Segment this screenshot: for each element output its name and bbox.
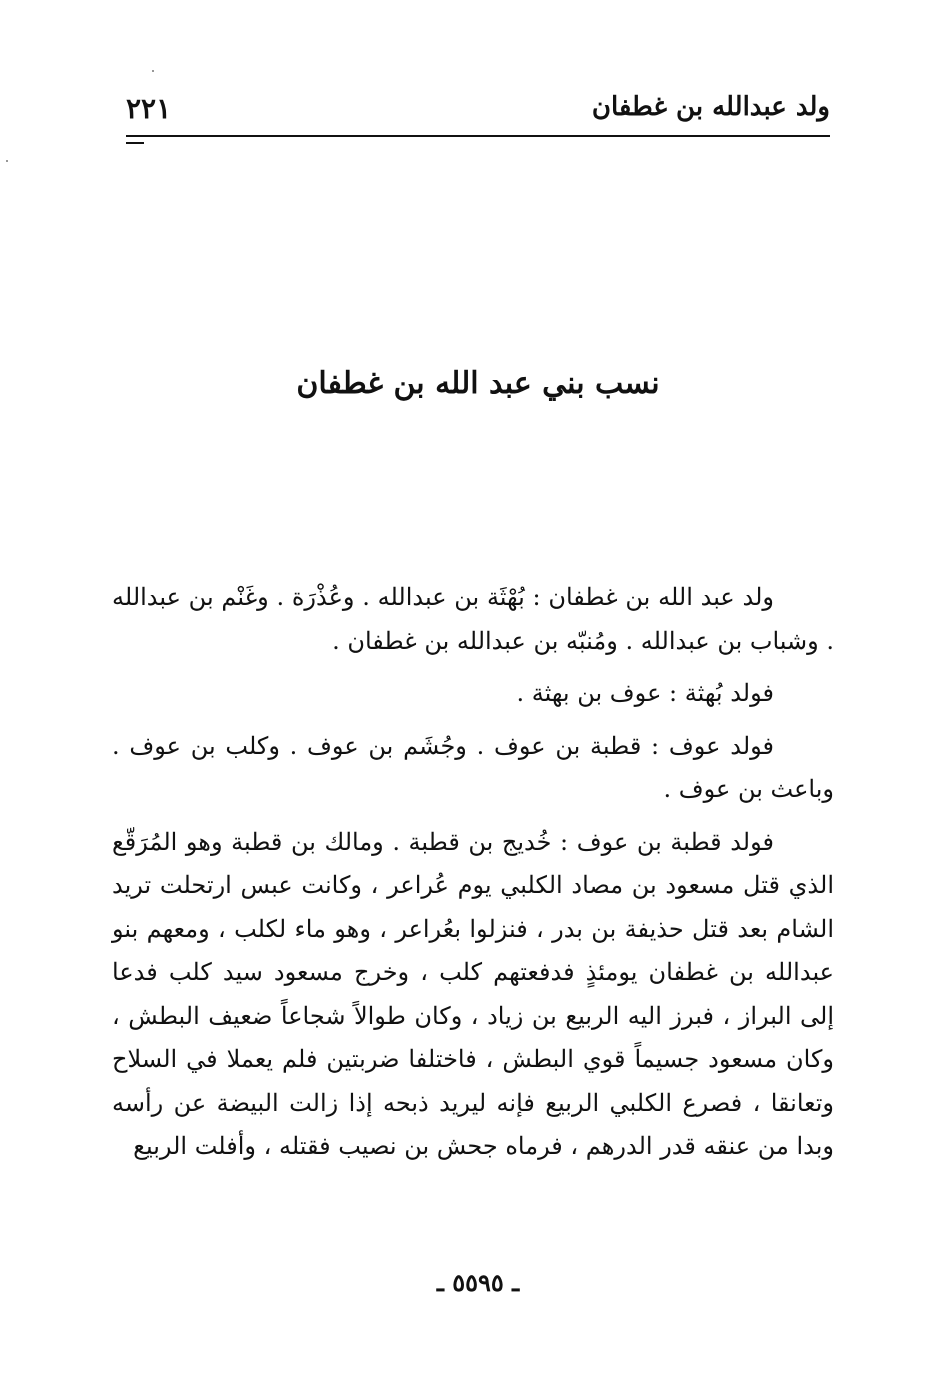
scan-speck bbox=[6, 160, 8, 162]
running-header bbox=[126, 92, 830, 132]
scan-speck bbox=[152, 70, 154, 72]
header-rule-tick bbox=[126, 142, 144, 144]
body-text bbox=[112, 576, 834, 1178]
page-number: ٢٢١ bbox=[126, 92, 172, 125]
header-rule bbox=[126, 135, 830, 137]
running-header-title: ولد عبدالله بن غطفان bbox=[591, 92, 830, 122]
paragraph-3: فولد عوف : قطبة بن عوف . وجُشَم بن عوف . وكلب بن عوف . وباعث بن عوف . bbox=[112, 731, 834, 803]
paragraph-2: فولد بُهثة : عوف بن بهثة . bbox=[516, 679, 774, 707]
paragraph-4: فولد قطبة بن عوف : خُديج بن قطبة . ومالك بن قطبة وهو المُرَقّع الذي قتل مسعود بن مصاد الكلبي يوم عُراعر ، وكانت عبس ارتحلت تريد الشام بعد قتل حذيفة بن بدر ، فنزلوا بعُراعر ، وهو ماء لكلب ، ومعهم بنو عبدالله بن غطفان يومئذٍ فدفعتهم كلب ، وخرج مسعود سيد كلب فدعا إلى البراز ، فبرز اليه الربيع بن زياد ، وكان طوالاً شجاعاً ضعيف البطش ، وكان مسعود جسيماً قوي البطش ، فاختلفا ضربتين فلم يعملا في السلاح وتعانقا ، فصرع الكلبي الربيع فإنه ليريد ذبحه إذا زالت البيضة عن رأسه وبدا من عنقه قدر الدرهم ، فرماه جحش بن نصيب فقتله ، وأفلت الربيع bbox=[112, 827, 834, 1160]
folio-number: ـ ٥٥٩٥ ـ bbox=[436, 1268, 520, 1297]
section-title: نسب بني عبد الله بن غطفان bbox=[296, 366, 660, 401]
paragraph-1: ولد عبد الله بن غطفان : بُهْثَة بن عبدالله . وعُذْرَة . وغَنْم بن عبدالله . وشباب بن عبدالله . ومُنبّه بن عبدالله بن غطفان . bbox=[112, 583, 834, 655]
